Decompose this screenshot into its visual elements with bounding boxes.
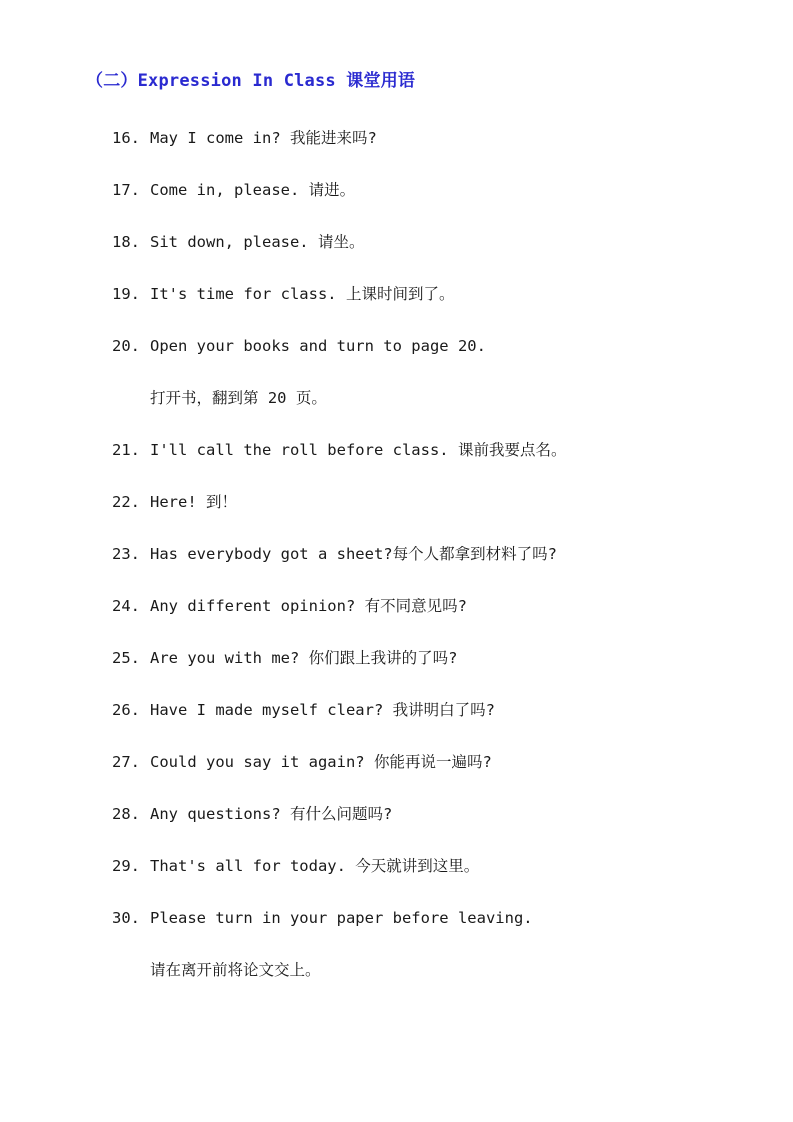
item-text: May I come in? 我能进来吗? — [150, 129, 377, 147]
list-item — [112, 128, 377, 148]
item-text: That's all for today. 今天就讲到这里。 — [150, 857, 480, 875]
item-text: Here! 到！ — [150, 493, 237, 511]
item-number: 22. — [112, 493, 140, 511]
list-item — [112, 700, 495, 720]
item-text: Are you with me? 你们跟上我讲的了吗? — [150, 649, 458, 667]
item-number: 27. — [112, 753, 140, 771]
list-item — [112, 752, 492, 772]
list-item — [112, 232, 364, 252]
list-item — [112, 440, 566, 460]
item-text: Could you say it again? 你能再说一遍吗? — [150, 753, 492, 771]
item-number: 23. — [112, 545, 140, 563]
item-continuation: 请在离开前将论文交上。 — [150, 961, 321, 979]
item-number: 17. — [112, 181, 140, 199]
item-number: 24. — [112, 597, 140, 615]
list-item — [112, 336, 486, 356]
item-text: Any different opinion? 有不同意见吗? — [150, 597, 467, 615]
list-item — [112, 180, 355, 200]
item-number: 20. — [112, 337, 140, 355]
item-number: 30. — [112, 909, 140, 927]
item-number: 29. — [112, 857, 140, 875]
item-number: 16. — [112, 129, 140, 147]
item-number: 21. — [112, 441, 140, 459]
item-text: Come in, please. 请进。 — [150, 181, 356, 199]
item-text: Any questions? 有什么问题吗? — [150, 805, 393, 823]
item-text: Please turn in your paper before leaving. — [150, 909, 533, 927]
item-text: I'll call the roll before class. 课前我要点名。 — [150, 441, 567, 459]
item-text: Sit down, please. 请坐。 — [150, 233, 365, 251]
item-text: Have I made myself clear? 我讲明白了吗? — [150, 701, 495, 719]
list-item — [112, 596, 467, 616]
list-item — [112, 804, 392, 824]
item-number: 19. — [112, 285, 140, 303]
item-continuation: 打开书，翻到第 20 页。 — [150, 389, 327, 407]
list-item — [112, 908, 533, 928]
item-text: Open your books and turn to page 20. — [150, 337, 486, 355]
list-item — [112, 648, 457, 668]
list-item — [112, 492, 237, 512]
item-number: 18. — [112, 233, 140, 251]
item-number: 28. — [112, 805, 140, 823]
list-item — [112, 284, 454, 304]
list-item — [112, 544, 557, 564]
item-text: Has everybody got a sheet?每个人都拿到材料了吗? — [150, 545, 557, 563]
item-number: 26. — [112, 701, 140, 719]
item-number: 25. — [112, 649, 140, 667]
item-text: It's time for class. 上课时间到了。 — [150, 285, 455, 303]
list-item — [112, 856, 479, 876]
section-heading: （二）Expression In Class 课堂用语 — [86, 71, 416, 91]
